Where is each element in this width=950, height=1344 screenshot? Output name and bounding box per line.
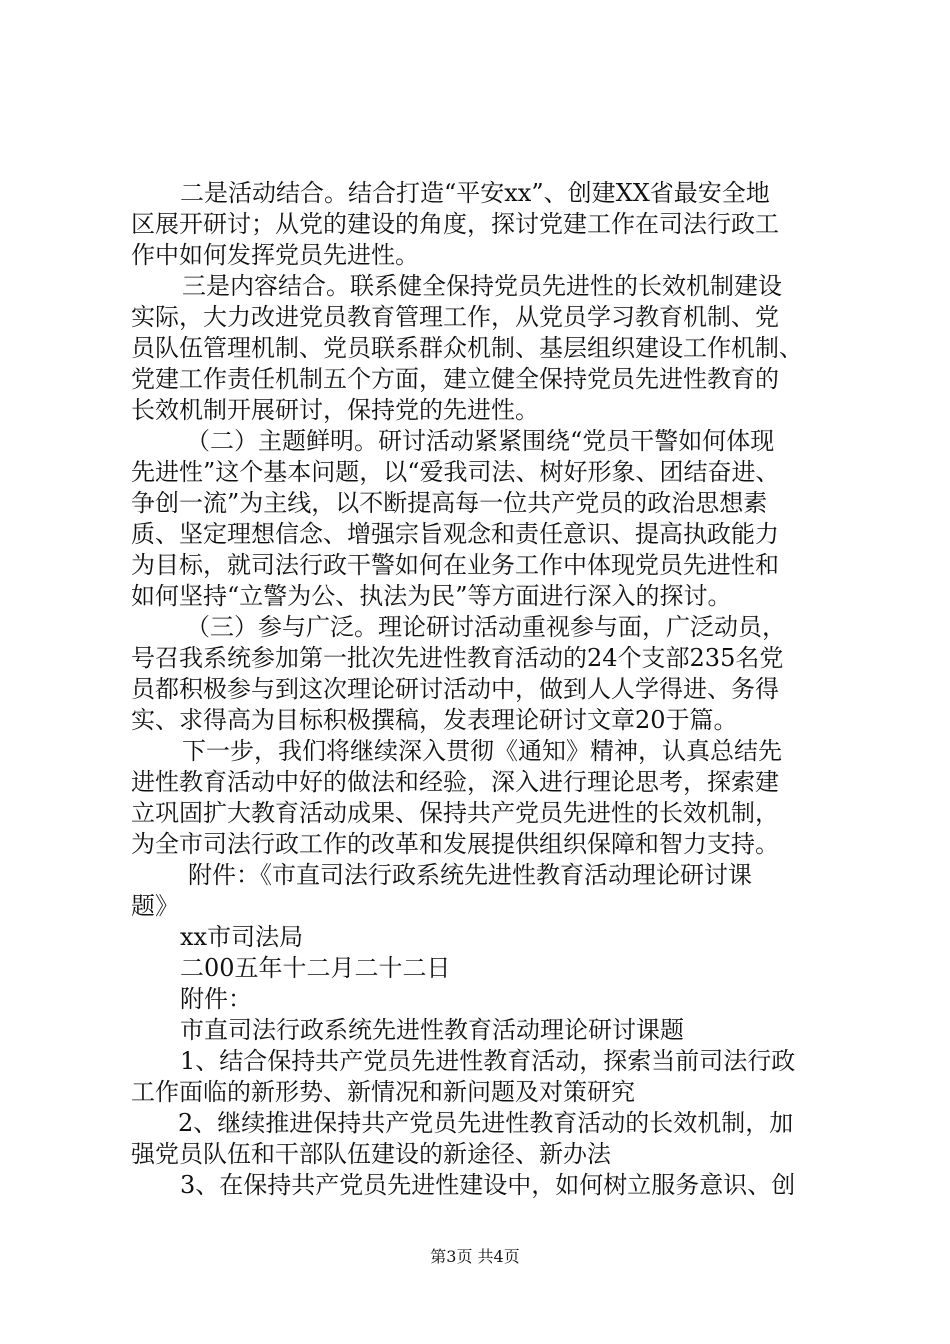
text-line: 作中如何发挥党员先进性。 <box>131 241 419 269</box>
text-line: 号召我系统参加第一批次先进性教育活动的24个支部235名党 <box>131 644 784 672</box>
list-item: 强党员队伍和干部队伍建设的新途径、新办法 <box>131 1140 611 1168</box>
text-line: 质、坚定理想信念、增强宗旨观念和责任意识、提高执政能力 <box>131 520 779 548</box>
list-item: 2、继续推进保持共产党员先进性教育活动的长效机制，加 <box>178 1109 794 1137</box>
text-line: 员都积极参与到这次理论研讨活动中，做到人人学得进、务得 <box>131 675 779 703</box>
text-line: 下一步，我们将继续深入贯彻《通知》精神，认真总结先 <box>182 737 782 765</box>
attachment-line: 题》 <box>131 892 179 920</box>
text-line: 立巩固扩大教育活动成果、保持共产党员先进性的长效机制， <box>131 799 779 827</box>
text-line: 长效机制开展研讨，保持党的先进性。 <box>131 396 539 424</box>
text-line: 三是内容结合。联系健全保持党员先进性的长效机制建设 <box>182 272 782 300</box>
text-line: 党建工作责任机制五个方面，建立健全保持党员先进性教育的 <box>131 365 779 393</box>
text-line: 为目标，就司法行政干警如何在业务工作中体现党员先进性和 <box>131 551 779 579</box>
attachment-line: 附件：《市直司法行政系统先进性教育活动理论研讨课 <box>188 861 752 889</box>
text-line: 进性教育活动中好的做法和经验，深入进行理论思考，探索建 <box>131 768 779 796</box>
text-line: 实际，大力改进党员教育管理工作，从党员学习教育机制、党 <box>131 303 779 331</box>
text-line: 实、求得高为目标积极撰稿，发表理论研讨文章20于篇。 <box>131 706 738 734</box>
text-line: （二）主题鲜明。研讨活动紧紧围绕“党员干警如何体现 <box>186 427 775 455</box>
text-line: 员队伍管理机制、党员联系群众机制、基层组织建设工作机制、 <box>131 334 803 362</box>
text-line: 如何坚持“立警为公、执法为民”等方面进行深入的探讨。 <box>131 582 732 610</box>
attachment-heading: 附件： <box>180 985 252 1013</box>
list-item: 3、在保持共产党员先进性建设中，如何树立服务意识、创 <box>180 1171 796 1199</box>
signature-org: xx市司法局 <box>180 923 304 951</box>
text-line: 争创一流”为主线，以不断提高每一位共产党员的政治思想素 <box>131 489 768 517</box>
text-line: （三）参与广泛。理论研讨活动重视参与面，广泛动员， <box>186 613 786 641</box>
attachment-title: 市直司法行政系统先进性教育活动理论研讨课题 <box>180 1016 684 1044</box>
text-line: 二是活动结合。结合打造“平安xx”、创建XX省最安全地 <box>180 179 770 207</box>
text-line: 区展开研讨；从党的建设的角度，探讨党建工作在司法行政工 <box>131 210 779 238</box>
signature-date: 二00五年十二月二十二日 <box>180 954 451 982</box>
list-item: 1、结合保持共产党员先进性教育活动，探索当前司法行政 <box>180 1047 796 1075</box>
page-footer: 第3页 共4页 <box>430 1247 520 1266</box>
text-line: 先进性”这个基本问题，以“爱我司法、树好形象、团结奋进、 <box>131 458 780 486</box>
text-line: 为全市司法行政工作的改革和发展提供组织保障和智力支持。 <box>131 830 779 858</box>
list-item: 工作面临的新形势、新情况和新问题及对策研究 <box>131 1078 635 1106</box>
